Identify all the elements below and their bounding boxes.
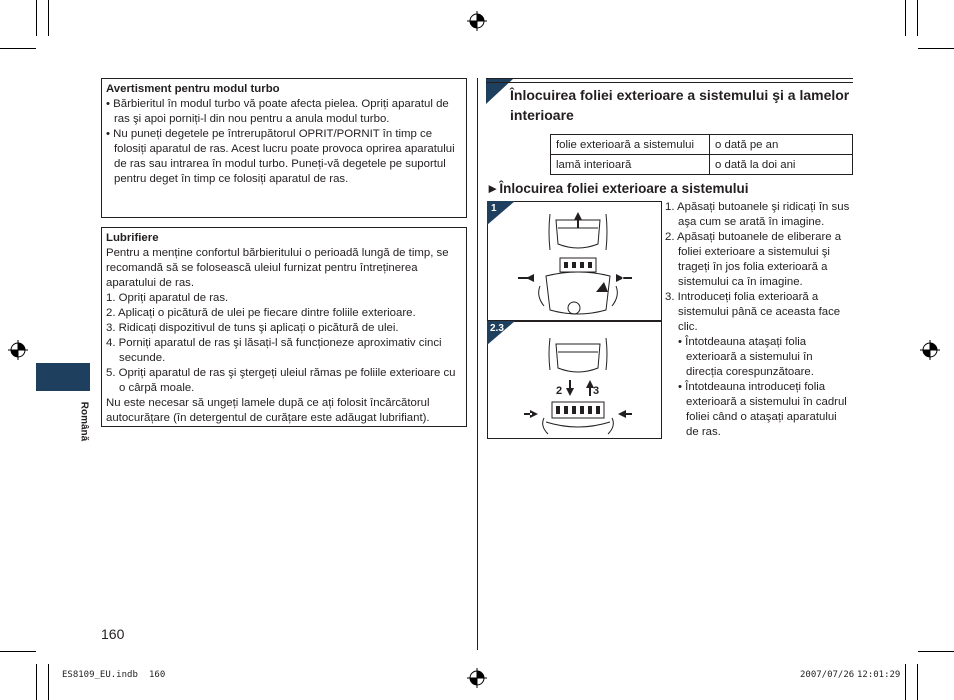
figure-label: 1 <box>491 203 497 214</box>
warning-title: Avertisment pentru modul turbo <box>106 83 280 95</box>
crop-mark <box>905 664 906 700</box>
lubrication-step: 3. Ridicați dispozitivul de tuns şi aplicați o picătură de ulei. <box>106 322 399 334</box>
registration-mark-icon <box>920 340 940 360</box>
section-title: Înlocuirea foliei exterioare a sistemului şi a lamelor interioare <box>510 87 850 123</box>
footer-file: ES8109_EU.indb <box>62 670 138 680</box>
crop-mark <box>905 0 906 36</box>
side-tab-label-wrap <box>78 394 90 454</box>
lubrication-step: 4. Porniți aparatul de ras şi lăsați-l să funcționeze aproximativ cinci secunde. <box>106 337 442 364</box>
table-cell: lamă interioară <box>551 155 710 175</box>
crop-mark <box>48 0 49 36</box>
step-note: • Întotdeauna ataşați folia exterioară a sistemului în direcția corespunzătoare. <box>678 336 814 378</box>
replace-steps <box>665 200 851 440</box>
crop-mark <box>917 664 918 700</box>
registration-mark-icon <box>467 668 487 688</box>
step-note: • Întotdeauna introduceți folia exterioară a sistemului în cadrul foliei când o ataşați aparatului de ras. <box>678 381 847 438</box>
crop-mark <box>917 0 918 36</box>
footer-time: 12:01:29 <box>857 670 901 680</box>
figure-1 <box>487 201 662 321</box>
figure-2-3 <box>487 321 662 439</box>
table-row <box>551 135 853 155</box>
section-rule <box>486 78 853 79</box>
registration-mark-icon <box>8 340 28 360</box>
figure-label: 2.3 <box>490 323 504 334</box>
crop-mark <box>0 651 36 652</box>
sub-title: ►Înlocuirea foliei exterioare a sistemului <box>486 181 749 196</box>
lubrication-intro: Pentru a menține confortul bărbieritului o perioadă lungă de timp, se recomandă să se folosească uleiul furnizat pentru întreținerea aparatului de ras. <box>106 247 449 289</box>
lubrication-step: 2. Aplicați o picătură de ulei pe fiecare dintre foliile exterioare. <box>106 307 416 319</box>
crop-mark <box>36 664 37 700</box>
lubrication-box <box>101 227 467 427</box>
column-divider <box>477 78 478 650</box>
crop-mark <box>918 48 954 49</box>
step-item: 2. Apăsați butoanele de eliberare a foliei exterioare a sistemului şi trageți în jos folia exterioară a sistemului ca în imagine. <box>665 231 842 288</box>
lubrication-title: Lubrifiere <box>106 232 159 244</box>
lubrication-step: 1. Opriți aparatul de ras. <box>106 292 229 304</box>
crop-mark <box>918 651 954 652</box>
step-item: 3. Introduceți folia exterioară a sistemului până ce aceasta face clic. <box>665 291 841 333</box>
table-cell: folie exterioară a sistemului <box>551 135 710 155</box>
figure-num: 2 <box>556 385 563 397</box>
registration-mark-icon <box>467 11 487 31</box>
warning-box <box>101 78 467 218</box>
shaver-illustration <box>488 322 663 440</box>
crop-mark <box>36 0 37 36</box>
step-item: 1. Apăsați butoanele şi ridicați în sus aşa cum se arată în imagine. <box>665 201 850 228</box>
side-tab-label: Română <box>78 401 90 442</box>
section-rule <box>486 82 853 83</box>
warning-bullet: • Nu puneți degetele pe întrerupătorul OPRIT/PORNIT în timp ce folosiți aparatul de ras. Acest lucru poate provoca oprirea aparatului de ras sau intrarea în modul turbo. Puneți-vă degetele pe suportul pentru deget în timp ce folosiți aparatul de ras. <box>106 128 455 185</box>
page-number: 160 <box>101 626 125 642</box>
lubrication-outro: Nu este necesar să ungeți lamele după ce ați folosit încărcătorul autocurățare (în detergentul de curățare este adăugat lubrifiant). <box>106 397 430 424</box>
warning-bullet: • Bărbieritul în modul turbo vă poate afecta pielea. Opriți aparatul de ras şi apoi porniți-l din nou pentru a anula modul turbo. <box>106 98 449 125</box>
table-row <box>551 155 853 175</box>
shaver-illustration <box>488 202 663 322</box>
table-cell: o dată la doi ani <box>710 155 853 175</box>
lubrication-step: 5. Opriți aparatul de ras şi ştergeți uleiul rămas pe foliile exterioare cu o cârpă moale. <box>106 367 456 394</box>
figure-num: 3 <box>593 385 600 397</box>
footer-date: 2007/07/26 <box>800 670 855 680</box>
table-cell: o dată pe an <box>710 135 853 155</box>
replacement-table <box>550 134 853 175</box>
crop-mark <box>48 664 49 700</box>
crop-mark <box>0 48 36 49</box>
language-tab <box>36 363 90 391</box>
footer-page: 160 <box>149 670 166 680</box>
